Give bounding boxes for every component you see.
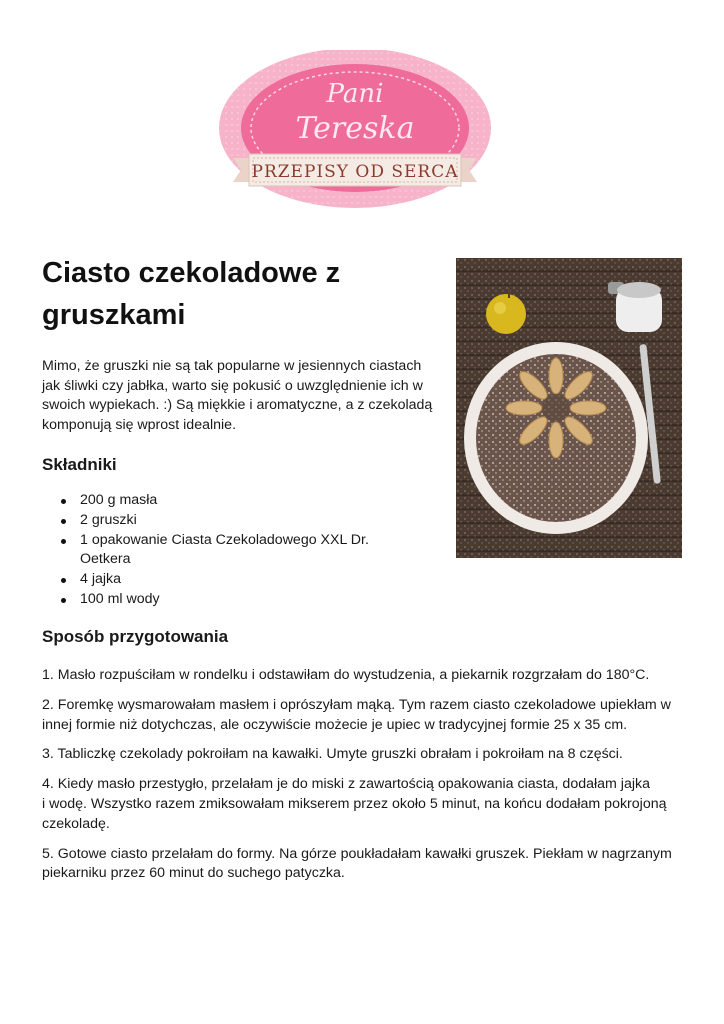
ingredients-list [42, 491, 422, 610]
step-item: 1. Masło rozpuściłam w rondelku i odstawiłam do wystudzenia, a piekarnik rozgrzałam do 180°C. [42, 667, 650, 683]
chocolate-pear-cake-photo [456, 258, 682, 558]
step-item: 4. Kiedy masło przestygło, przelałam je do miski z zawartością opakowania ciasta, dodałam jajka i wodę. Wszystko razem zmiksowałam mikserem przez około 5 minut, na końcu dodałam pokrojoną czekoladę. [42, 776, 667, 832]
logo-tagline: PRZEPISY OD SERCA [251, 162, 459, 182]
ingredient-item: 2 gruszki [42, 511, 422, 531]
step-item: 2. Foremkę wysmarowałam masłem i oprószyłam mąką. Tym razem ciasto czekoladowe upiekłam w innej formie niż dotychczas, ale oczywiście możecie je upiec w tradycyjnej formie 25 x 35 cm. [42, 696, 671, 733]
steps-list [42, 666, 682, 894]
ingredient-item: 100 ml wody [42, 590, 422, 610]
pani-tereska-logo [205, 50, 505, 215]
method-heading: Sposób przygotowania [42, 627, 229, 646]
step-item: 5. Gotowe ciasto przelałam do formy. Na górze poukładałam kawałki gruszek. Piekłam w nagrzanym piekarniku przez 60 minut do suchego patyczka. [42, 845, 672, 882]
ingredient-item: 200 g masła [42, 491, 422, 511]
recipe-intro: Mimo, że gruszki nie są tak popularne w jesiennych ciastach jak śliwki czy jabłka, warto się pokusić o uwzględnienie ich w swoich wypiekach. :) Są miękkie i aromatyczne, a z czekoladą komponują się wprost idealnie. [42, 358, 433, 433]
ingredient-item: 1 opakowanie Ciasta Czekoladowego XXL Dr. Oetkera [42, 531, 422, 571]
ingredient-item: 4 jajka [42, 570, 422, 590]
ingredients-heading: Składniki [42, 455, 117, 474]
logo-line2: Tereska [295, 111, 415, 146]
step-item: 3. Tabliczkę czekolady pokroiłam na kawałki. Umyte gruszki obrałam i pokroiłam na 8 części. [42, 746, 623, 763]
recipe-title: Ciasto czekoladowe z gruszkami [42, 257, 341, 331]
logo-line1: Pani [326, 79, 384, 109]
